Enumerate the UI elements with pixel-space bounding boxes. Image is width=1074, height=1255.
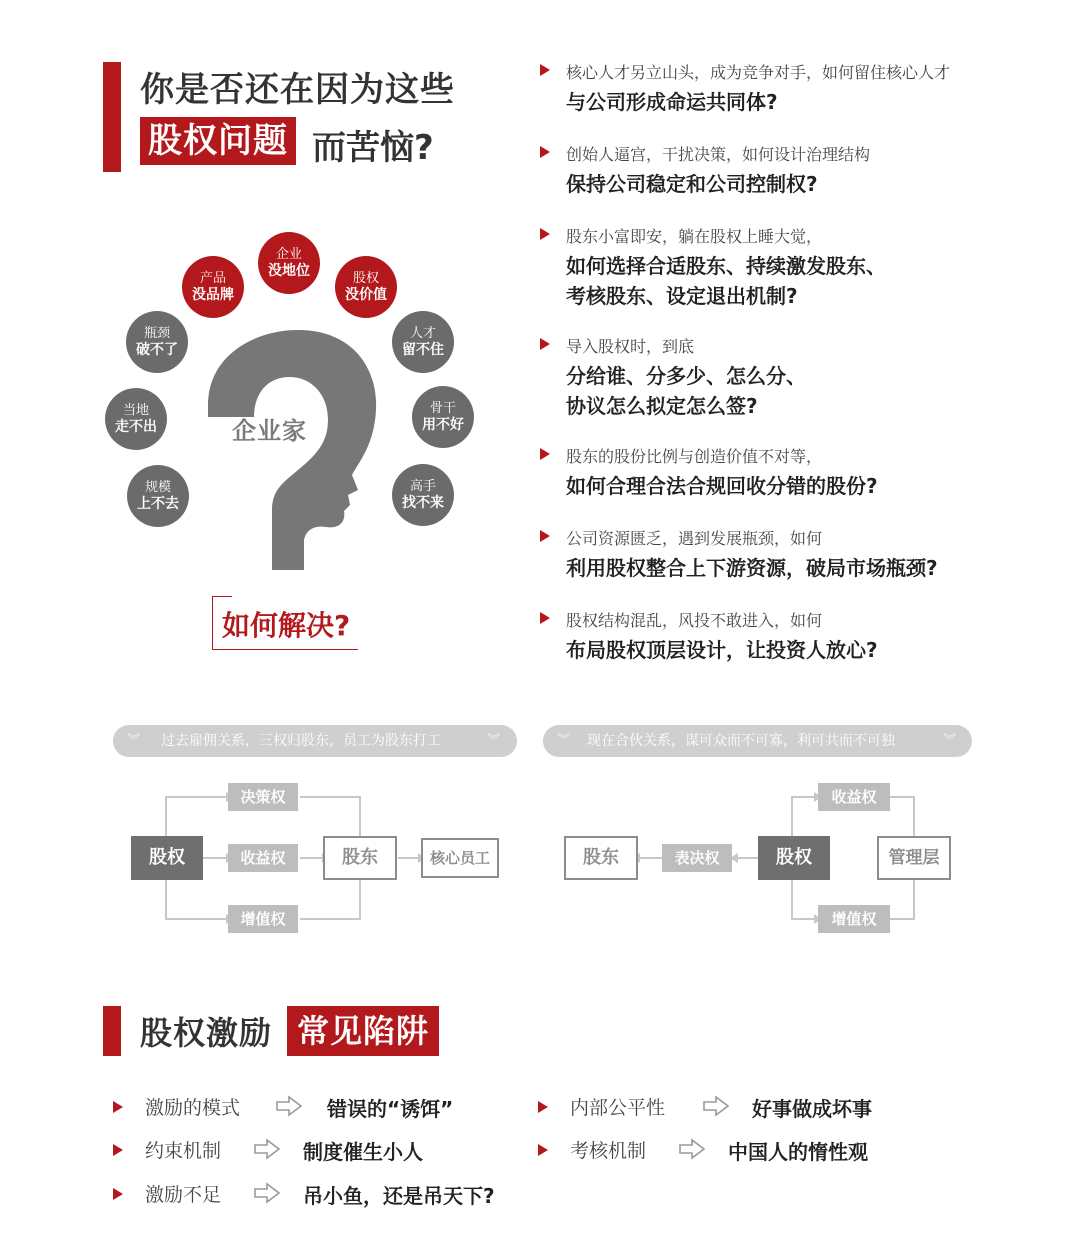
present-relationship-pill: ︾ 现在合伙关系，谋可众而不可寡，利可共而不可独 ︾ bbox=[543, 725, 972, 757]
trap-item: 约束机制 制度催生小人 bbox=[113, 1136, 513, 1164]
voting-right-box: 表决权 bbox=[662, 844, 732, 872]
equity-source-box: 股权 bbox=[131, 836, 203, 880]
appreciation-right-box: 增值权 bbox=[228, 905, 298, 933]
triangle-bullet-icon bbox=[113, 1101, 123, 1113]
triangle-bullet-icon bbox=[540, 146, 550, 158]
solve-label: 如何解决? bbox=[222, 609, 351, 642]
right-equity-source-box: 股权 bbox=[758, 836, 830, 880]
past-relationship-pill: ︾ 过去雇佣关系，三权归股东，员工为股东打工 ︾ bbox=[113, 725, 517, 757]
core-employee-box: 核心员工 bbox=[421, 838, 499, 878]
circle-product-brand: 产品 没品牌 bbox=[182, 256, 244, 318]
triangle-bullet-icon bbox=[540, 64, 550, 76]
income-right-box: 收益权 bbox=[228, 844, 298, 872]
circle-backbone: 骨干 用不好 bbox=[412, 386, 474, 448]
triangle-bullet-icon bbox=[540, 530, 550, 542]
double-chevron-down-icon: ︾ bbox=[557, 733, 571, 748]
question-head-icon bbox=[200, 325, 380, 575]
circle-local: 当地 走不出 bbox=[105, 388, 167, 450]
circle-bottleneck: 瓶颈 破不了 bbox=[126, 311, 188, 373]
traps-title-highlight: 常见陷阱 bbox=[287, 1006, 439, 1056]
circle-equity-value: 股权 没价值 bbox=[335, 256, 397, 318]
triangle-bullet-icon bbox=[538, 1101, 548, 1113]
traps-accent-bar bbox=[103, 1006, 121, 1056]
entrepreneur-label: 企业家 bbox=[232, 417, 307, 445]
triangle-bullet-icon bbox=[540, 612, 550, 624]
shareholder-box: 股东 bbox=[323, 836, 397, 880]
traps-title: 股权激励 bbox=[140, 1014, 273, 1052]
trap-item: 内部公平性 好事做成坏事 bbox=[538, 1093, 938, 1121]
page-title-highlight: 股权问题 bbox=[140, 117, 296, 165]
hollow-arrow-icon bbox=[253, 1138, 281, 1160]
hollow-arrow-icon bbox=[702, 1095, 730, 1117]
triangle-bullet-icon bbox=[540, 338, 550, 350]
circle-talent: 人才 留不住 bbox=[392, 311, 454, 373]
hollow-arrow-icon bbox=[678, 1138, 706, 1160]
triangle-bullet-icon bbox=[540, 228, 550, 240]
page-title-line1: 你是否还在因为这些 bbox=[140, 70, 455, 110]
trap-item: 考核机制 中国人的惰性观 bbox=[538, 1136, 938, 1164]
right-shareholder-box: 股东 bbox=[564, 836, 638, 880]
circle-enterprise-status: 企业 没地位 bbox=[258, 232, 320, 294]
double-chevron-down-icon: ︾ bbox=[487, 733, 501, 748]
circle-scale: 规模 上不去 bbox=[127, 465, 189, 527]
management-box: 管理层 bbox=[877, 836, 951, 880]
trap-item: 激励的模式 错误的“诱饵” bbox=[113, 1093, 513, 1121]
circle-expert: 高手 找不来 bbox=[392, 464, 454, 526]
double-chevron-down-icon: ︾ bbox=[127, 733, 141, 748]
title-accent-bar bbox=[103, 62, 121, 172]
trap-item: 激励不足 吊小鱼，还是吊天下? bbox=[113, 1180, 533, 1208]
triangle-bullet-icon bbox=[113, 1144, 123, 1156]
decision-right-box: 决策权 bbox=[228, 783, 298, 811]
page-title-line2: 而苦恼? bbox=[312, 128, 434, 168]
double-chevron-down-icon: ︾ bbox=[943, 733, 957, 748]
triangle-bullet-icon bbox=[538, 1144, 548, 1156]
hollow-arrow-icon bbox=[253, 1182, 281, 1204]
triangle-bullet-icon bbox=[540, 448, 550, 460]
hollow-arrow-icon bbox=[275, 1095, 303, 1117]
right-income-right-box: 收益权 bbox=[818, 783, 890, 811]
triangle-bullet-icon bbox=[113, 1188, 123, 1200]
right-appreciation-right-box: 增值权 bbox=[818, 905, 890, 933]
